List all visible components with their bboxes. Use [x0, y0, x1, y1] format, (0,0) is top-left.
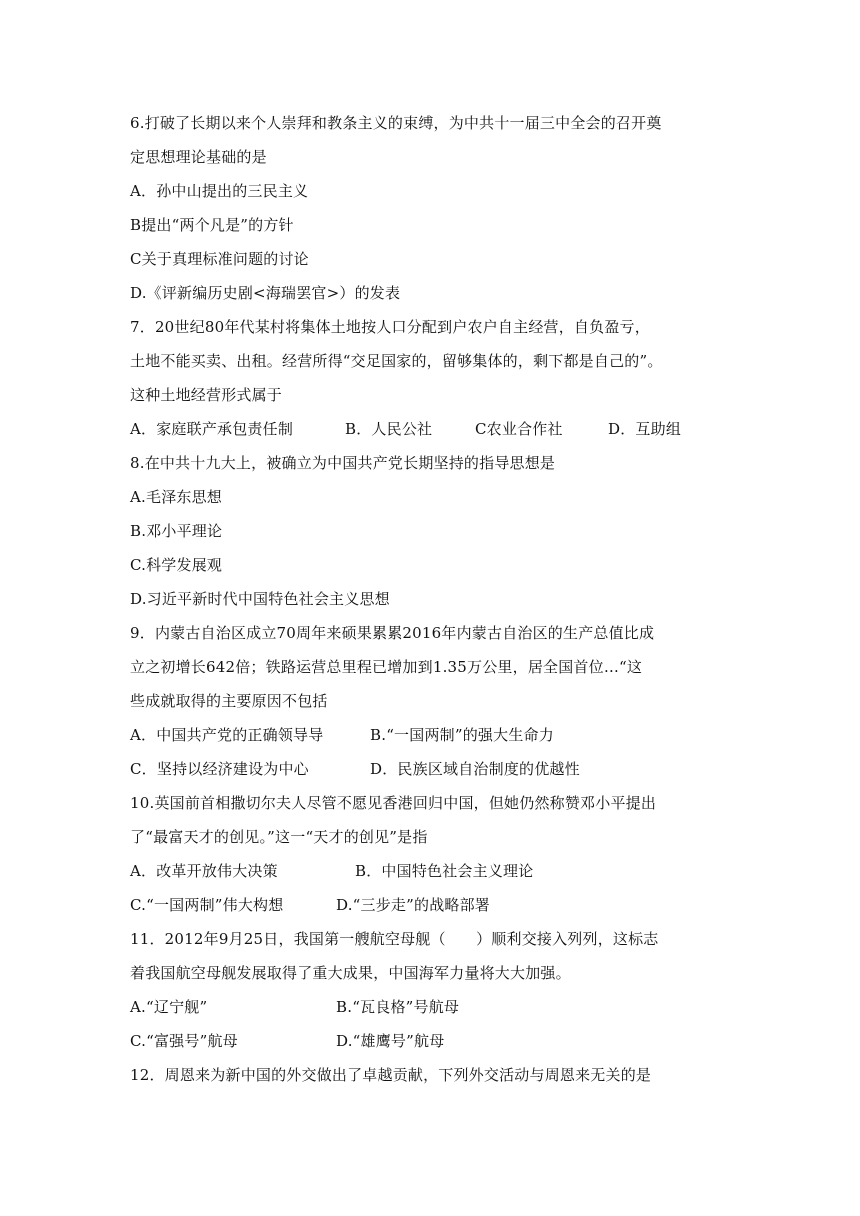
q9-stem-line-1: 9．内蒙古自治区成立70周年来硕果累累2016年内蒙古自治区的生产总值比成 [130, 624, 655, 642]
q11-option-c: C.“富强号”航母 [130, 1032, 238, 1050]
q7-option-d: D．互助组 [608, 420, 682, 438]
q10-option-d: D.“三步走”的战略部署 [336, 896, 490, 914]
q8-option-b: B.邓小平理论 [130, 522, 223, 540]
q9-stem-line-3: 些成就取得的主要原因不包括 [130, 692, 328, 710]
q6-stem-line-1: 6.打破了长期以来个人崇拜和教条主义的束缚，为中共十一届三中全会的召开奠 [130, 114, 662, 132]
q8-option-c: C.科学发展观 [130, 556, 223, 574]
q9-option-d: D．民族区域自治制度的优越性 [370, 760, 580, 778]
q6-stem-line-2: 定思想理论基础的是 [130, 148, 267, 166]
q10-option-c: C.“一国两制”伟大构想 [130, 896, 284, 914]
q8-option-d: D.习近平新时代中国特色社会主义思想 [130, 590, 390, 608]
q10-option-b: B．中国特色社会主义理论 [355, 862, 534, 880]
q11-option-d: D.“雄鹰号”航母 [336, 1032, 445, 1050]
q11-stem-line-2: 着我国航空母舰发展取得了重大成果，中国海军力量将大大加强。 [130, 964, 571, 982]
q11-stem-line-1: 11．2012年9月25日，我国第一艘航空母舰（ ）顺利交接入列列，这标志 [130, 930, 659, 948]
q6-option-b: B提出“两个凡是”的方针 [130, 216, 294, 234]
q6-option-d: D.《评新编历史剧<海瑞罢官>）的发表 [130, 284, 401, 302]
q7-option-b: B．人民公社 [345, 420, 433, 438]
q8-stem-line-1: 8.在中共十九大上，被确立为中国共产党长期坚持的指导思想是 [130, 454, 556, 472]
q6-option-a: A．孙中山提出的三民主义 [130, 182, 309, 200]
q7-stem-line-2: 土地不能买卖、出租。经营所得“交足国家的，留够集体的，剩下都是自己的”。 [130, 352, 663, 370]
q9-stem-line-2: 立之初增长642倍；铁路运营总里程已增加到1.35万公里，居全国首位…“这 [130, 658, 643, 676]
q7-stem-line-3: 这种土地经营形式属于 [130, 386, 283, 404]
q8-option-a: A.毛泽东思想 [130, 488, 223, 506]
q11-option-b: B.“瓦良格”号航母 [336, 998, 460, 1016]
q12-stem-line-1: 12．周恩来为新中国的外交做出了卓越贡献，下列外交活动与周恩来无关的是 [130, 1066, 652, 1084]
q10-option-a: A．改革开放伟大决策 [130, 862, 278, 880]
q10-stem-line-2: 了“最富天才的创见。”这一“天才的创见”是指 [130, 828, 428, 846]
q7-option-c: C农业合作社 [475, 420, 563, 438]
q9-option-a: A．中国共产党的正确领导导 [130, 726, 324, 744]
q6-option-c: C关于真理标准问题的讨论 [130, 250, 309, 268]
q10-stem-line-1: 10.英国前首相撒切尔夫人尽管不愿见香港回归中国，但她仍然称赞邓小平提出 [130, 794, 657, 812]
q7-option-a: A．家庭联产承包责任制 [130, 420, 294, 438]
q11-option-a: A.“辽宁舰” [130, 998, 208, 1016]
q7-stem-line-1: 7．20世纪80年代某村将集体土地按人口分配到户农户自主经营，自负盈亏， [130, 318, 650, 336]
q9-option-b: B.“一国两制”的强大生命力 [370, 726, 554, 744]
q9-option-c: C．坚持以经济建设为中心 [130, 760, 309, 778]
